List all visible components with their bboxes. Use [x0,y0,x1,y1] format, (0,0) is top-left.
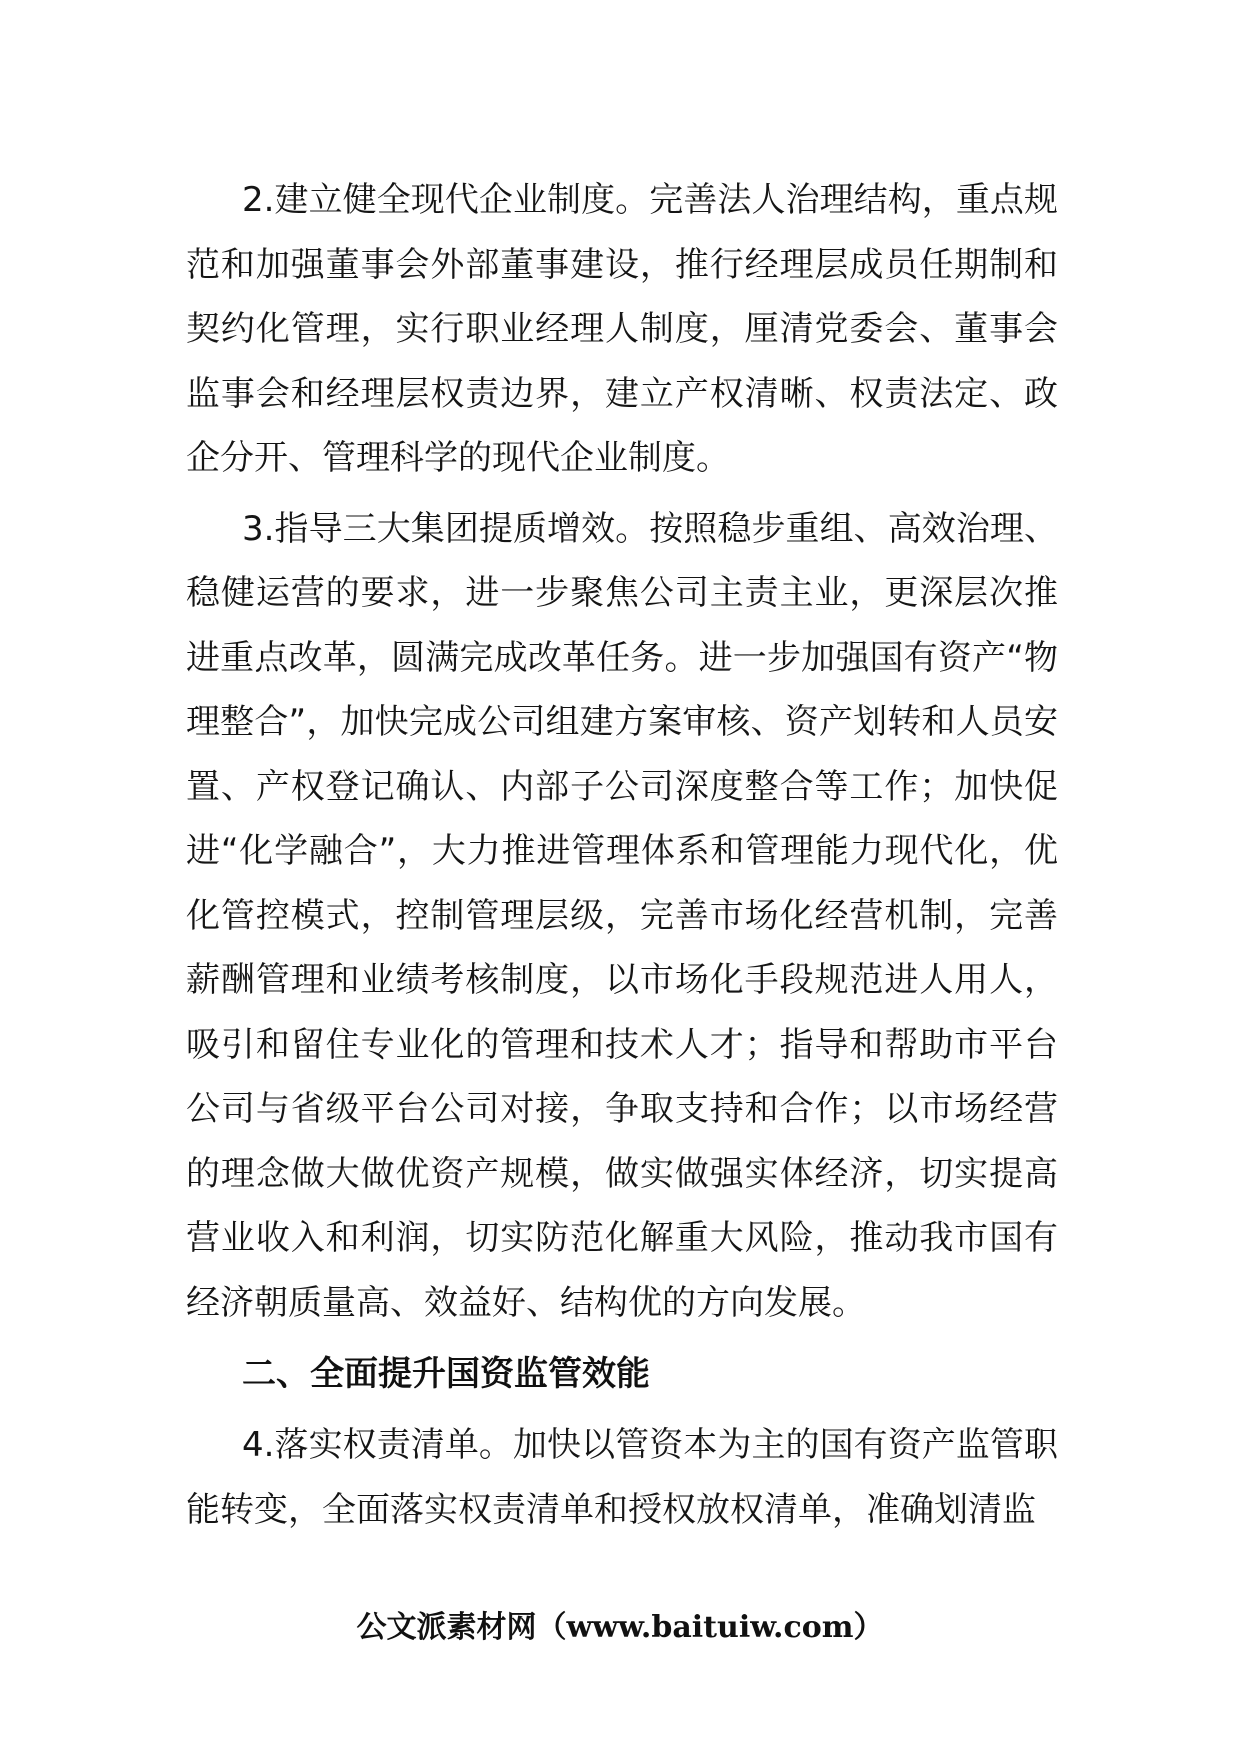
footer-watermark: 公文派素材网（www.baitu​iw.com） [356,1610,884,1645]
section-heading: 二、全面提升国资监管效能 [242,1354,650,1394]
paragraph-item-4: 4.落实权责清单。加快以管资本为主的国有资产监管职能转变，全面落实权责清单和授权放权清单，准确划清监 [186,1425,1058,1530]
paragraph-item-3: 3.指导三大集团提质增效。按照稳步重组、高效治理、稳健运营的要求，进一步聚焦公司主责主业，更深层次推进重点改革，圆满完成改革任务。进一步加强国有资产“物理整合”，加快完成公司组建方案审核、资产划转和人员安置、产权登记确认、内部子公司深度整合等工作；加快促进“化学融合”，大力推进管理体系和管理能力现代化，优化管控模式，控制管理层级，完善市场化经营机制，完善薪酬管理和业绩考核制度，以市场化手段规范进人用人，吸引和留住专业化的管理和技术人才；指导和帮助市平台公司与省级平台公司对接，争取支持和合作；以市场经营的理念做大做优资产规模，做实做强实体经济，切实提高营业收入和利润，切实防范化解重大风险，推动我市国有经济朝质量高、效益好、结构优的方向发展。 [186,508,1058,1323]
paragraph-item-2: 2.建立健全现代企业制度。完善法人治理结构，重点规范和加强董事会外部董事建设，推行经理层成员任期制和契约化管理，实行职业经理人制度，厘清党委会、董事会监事会和经理层权责边界，建立产权清晰、权责法定、政企分开、管理科学的现代企业制度。 [186,180,1058,478]
document-body [186,168,1058,1542]
